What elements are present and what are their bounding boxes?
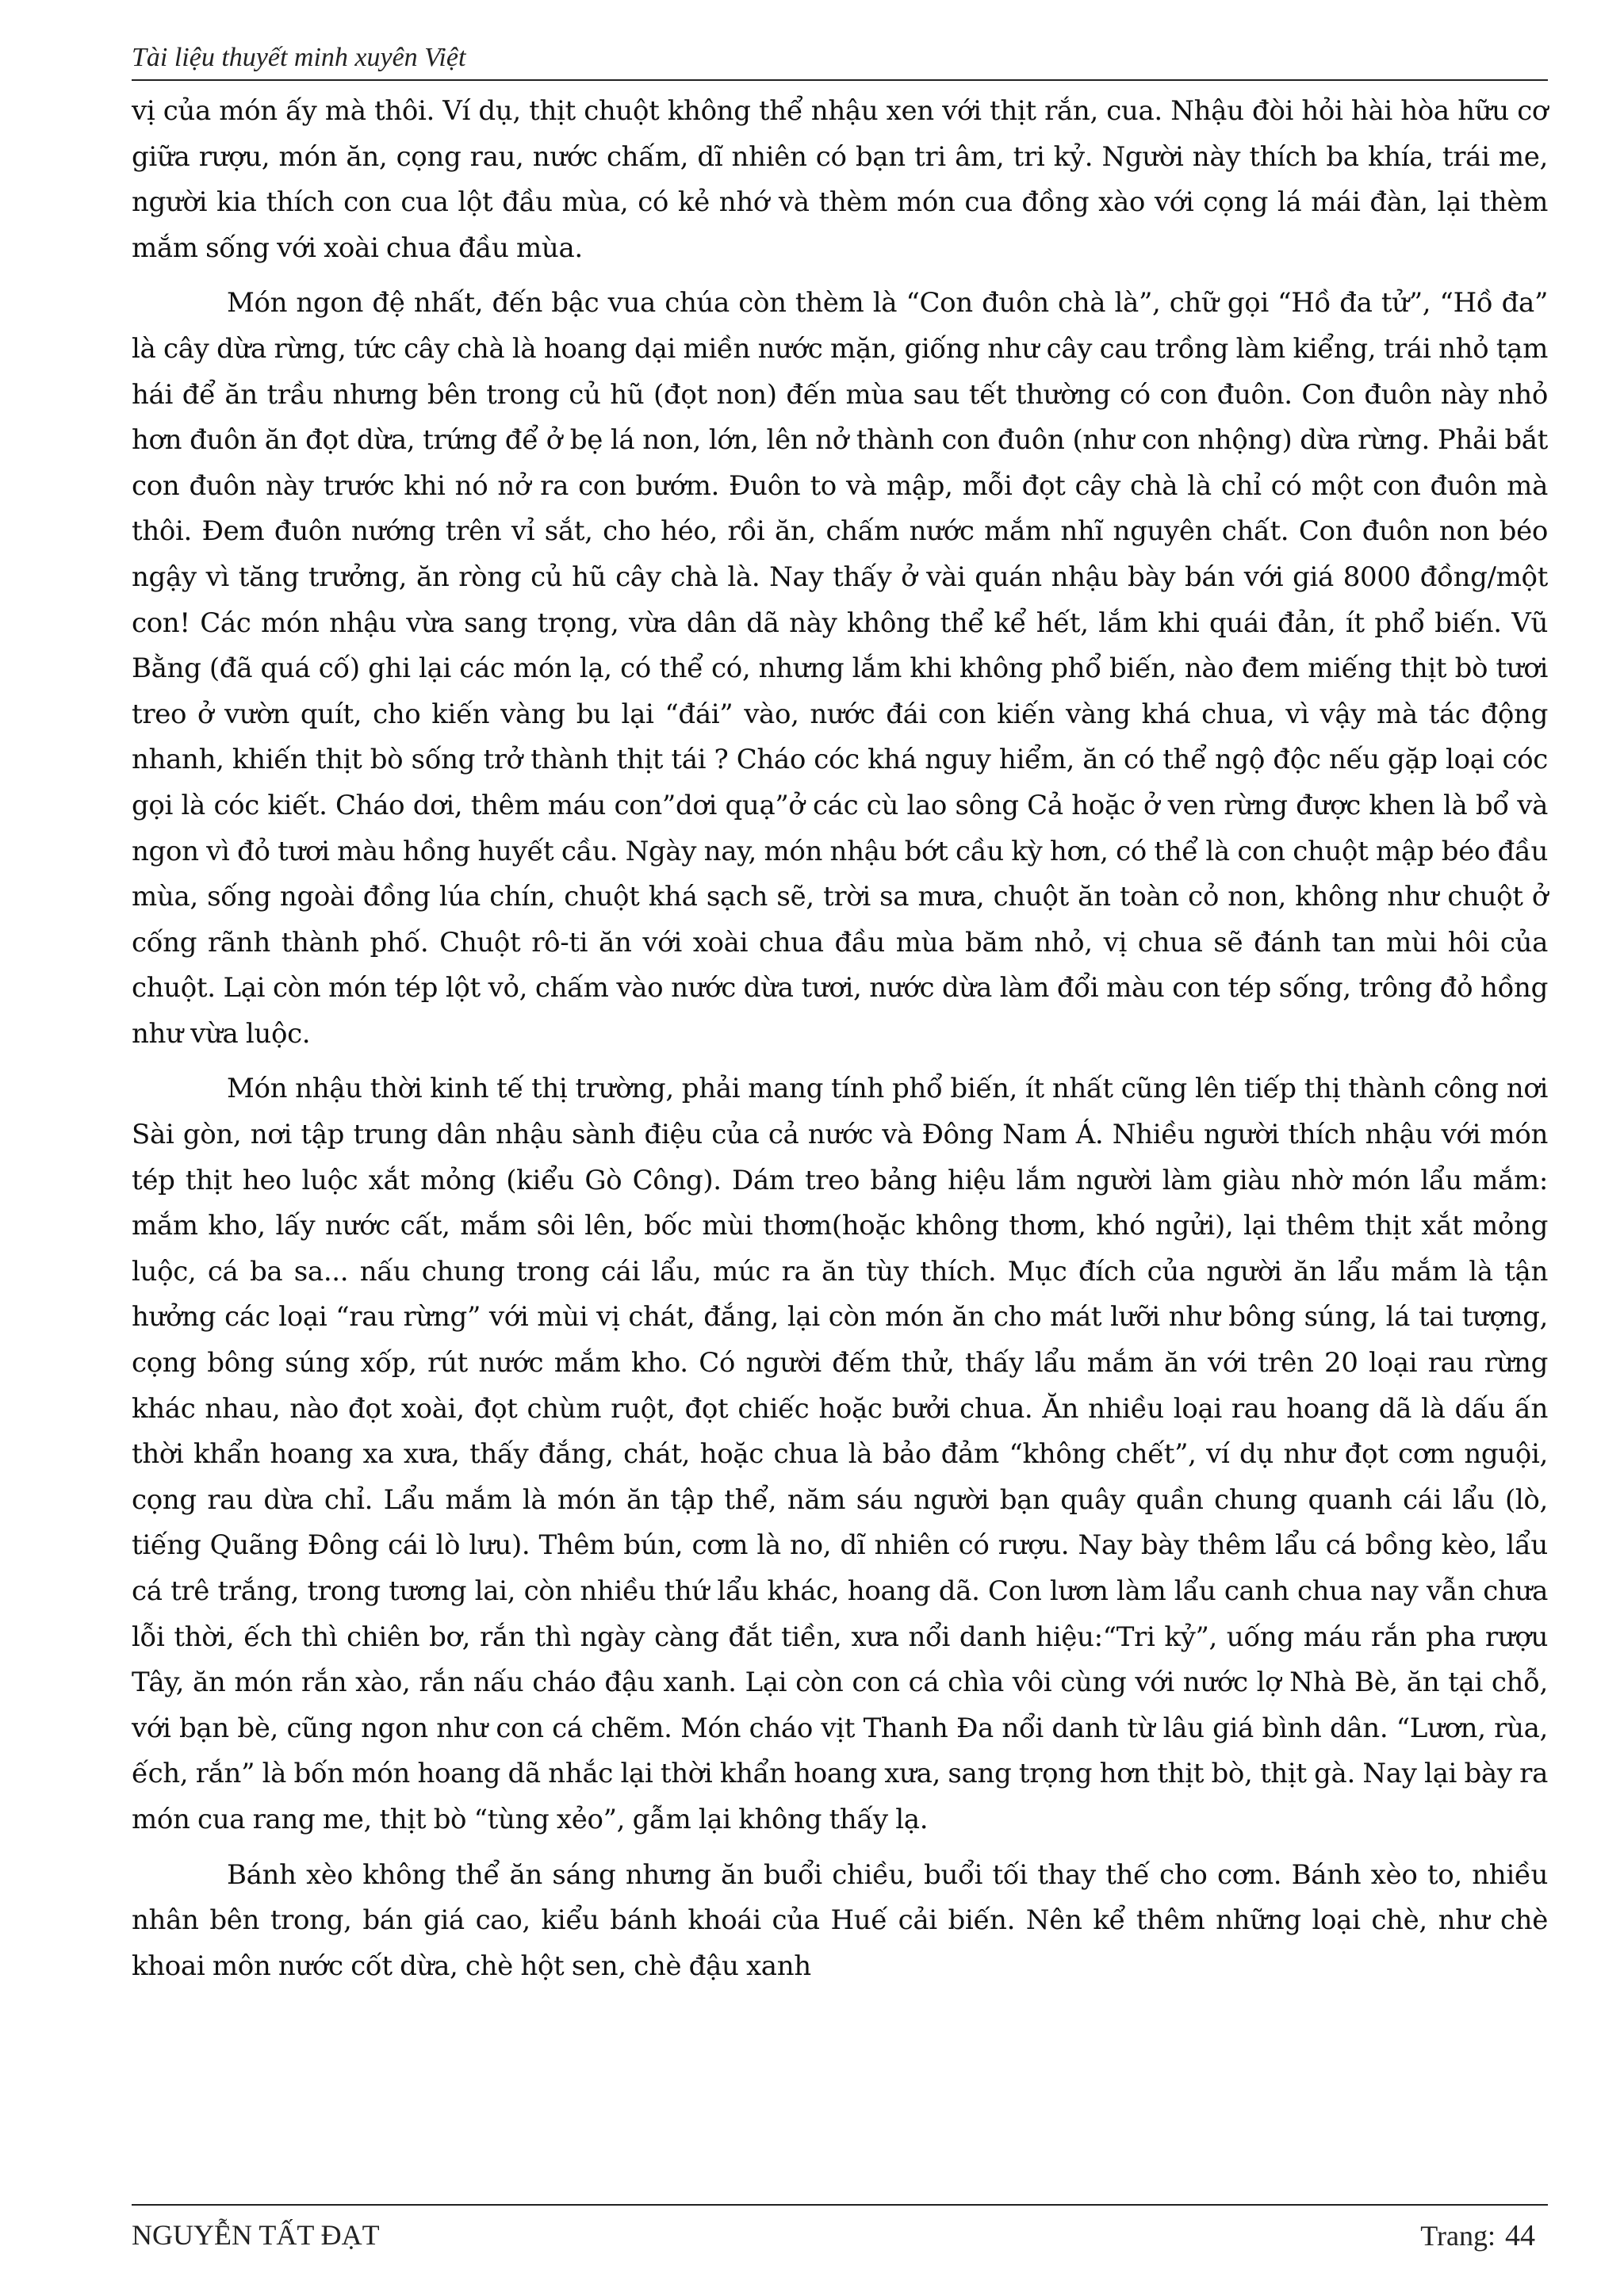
paragraph: vị của món ấy mà thôi. Ví dụ, thịt chuột không thể nhậu xen với thịt rắn, cua. Nhậu đòi hỏi hài hòa hữu cơ giữa rượu, món ăn, cọng rau, nước chấm, dĩ nhiên có bạn tri âm, tri kỷ. Người này thích ba khía, trái me, người kia thích con cua lột đầu mùa, có kẻ nhớ và thèm món cua đồng xào với cọng lá mái đàn, lại thèm mắm sống với xoài chua đầu mùa.: [132, 95, 1548, 264]
paragraph: Món ngon đệ nhất, đến bậc vua chúa còn thèm là “Con đuôn chà là”, chữ gọi “Hồ đa tử”, “Hồ đa” là cây dừa rừng, tức cây chà là hoang dại miền nước mặn, giống như cây cau trồng làm kiểng, trái nhỏ tạm hái để ăn trầu nhưng bên trong củ hũ (đọt non) đến mùa sau tết thường có con đuôn. Con đuôn này nhỏ hơn đuôn ăn đọt dừa, trứng để ở bẹ lá non, lớn, lên nở thành con đuôn (như con nhộng) dừa rừng. Phải bắt con đuôn này trước khi nó nở ra con bướm. Đuôn to và mập, mỗi đọt cây chà là chỉ có một con đuôn mà thôi. Đem đuôn nướng trên vỉ sắt, cho héo, rồi ăn, chấm nước mắm nhĩ nguyên chất. Con đuôn non béo ngậy vì tăng trưởng, ăn ròng củ hũ cây chà là. Nay thấy ở vài quán nhậu bày bán với giá 8000 đồng/một con! Các món nhậu vừa sang trọng, vừa dân dã này không thể kể hết, lắm khi quái đản, ít phổ biến. Vũ Bằng (đã quá cố) ghi lại các món lạ, có thể có, nhưng lắm khi không phổ biến, nào đem miếng thịt bò tươi treo ở vườn quít, cho kiến vàng bu lại “đái” vào, nước đái con kiến vàng khá chua, vì vậy mà tác động nhanh, khiến thịt bò sống trở thành thịt tái ? Cháo cóc khá nguy hiểm, ăn có thể ngộ độc nếu gặp loại cóc gọi là cóc kiết. Cháo dơi, thêm máu con”dơi quạ”ở các cù lao sông Cả hoặc ở ven rừng được khen là bổ và ngon vì đỏ tươi màu hồng huyết cầu. Ngày nay, món nhậu bớt cầu kỳ hơn, có thể là con chuột mập béo đầu mùa, sống ngoài đồng lúa chín, chuột khá sạch sẽ, trời sa mưa, chuột ăn toàn cỏ non, không như chuột ở cống rãnh thành phố. Chuột rô-ti ăn với xoài chua đầu mùa băm nhỏ, vị chua sẽ đánh tan mùi hôi của chuột. Lại còn món tép lột vỏ, chấm vào nước dừa tươi, nước dừa làm đổi màu con tép sống, trông đỏ hồng như vừa luộc.: [132, 287, 1548, 1050]
page-number: 44: [1505, 2219, 1535, 2252]
page-header: [132, 35, 1548, 81]
header-title: Tài liệu thuyết minh xuyên Việt: [132, 43, 466, 72]
paragraph: Bánh xèo không thể ăn sáng nhưng ăn buổi chiều, buổi tối thay thế cho cơm. Bánh xèo to, nhiều nhân bên trong, bán giá cao, kiểu bánh khoái của Huế cải biến. Nên kể thêm những loại chè, như chè khoai môn nước cốt dừa, chè hột sen, chè đậu xanh: [132, 1858, 1548, 1982]
page-label: Trang:: [1420, 2220, 1496, 2252]
footer-author: NGUYỄN TẤT ĐẠT: [132, 2219, 380, 2251]
paragraph: Món nhậu thời kinh tế thị trường, phải mang tính phổ biến, ít nhất cũng lên tiếp thị thành công nơi Sài gòn, nơi tập trung dân nhậu sành điệu của cả nước và Đông Nam Á. Nhiều người thích nhậu với món tép thịt heo luộc xắt mỏng (kiểu Gò Công). Dám treo bảng hiệu lắm người làm giàu nhờ món lẩu mắm: mắm kho, lấy nước cất, mắm sôi lên, bốc mùi thơm(hoặc không thơm, khó ngửi), lại thêm thịt xắt mỏng luộc, cá ba sa... nấu chung trong cái lẩu, múc ra ăn tùy thích. Mục đích của người ăn lẩu mắm là tận hưởng các loại “rau rừng” với mùi vị chát, đắng, lại còn món ăn cho mát lưỡi như bông súng, lá tai tượng, cọng bông súng xốp, rút nước mắm kho. Có người đếm thử, thấy lẩu mắm ăn với trên 20 loại rau rừng khác nhau, nào đọt xoài, đọt chùm ruột, đọt chiếc hoặc bưởi chua. Ăn nhiều loại rau hoang dã là dấu ấn thời khẩn hoang xa xưa, thấy đắng, chát, hoặc chua là bảo đảm “không chết”, ví dụ như đọt cơm nguội, cọng rau dừa chỉ. Lẩu mắm là món ăn tập thể, năm sáu người bạn quây quần chung quanh cái lẩu (lò, tiếng Quãng Đông cái lò lưu). Thêm bún, cơm là no, dĩ nhiên có rượu. Nay bày thêm lẩu cá bồng kèo, lẩu cá trê trắng, trong tương lai, còn nhiều thứ lẩu khác, hoang dã. Con lươn làm lẩu canh chua nay vẫn chưa lỗi thời, ếch thì chiên bơ, rắn thì ngày càng đắt tiền, xưa nổi danh hiệu:“Tri kỷ”, uống máu rắn pha rượu Tây, ăn món rắn xào, rắn nấu cháo đậu xanh. Lại còn con cá chìa vôi cùng với nước lợ Nhà Bè, ăn tại chỗ, với bạn bè, cũng ngon như con cá chẽm. Món cháo vịt Thanh Đa nổi danh từ lâu giá bình dân. “Lươn, rùa, ếch, rắn” là bốn món hoang dã nhắc lại thời khẩn hoang xưa, sang trọng hơn thịt bò, thịt gà. Nay lại bày ra món cua rang me, thịt bò “tùng xẻo”, gẫm lại không thấy lạ.: [132, 1073, 1548, 1835]
page-footer: [132, 2204, 1548, 2269]
page-number-block: [1420, 2218, 1535, 2253]
body-text: [132, 89, 1548, 1999]
